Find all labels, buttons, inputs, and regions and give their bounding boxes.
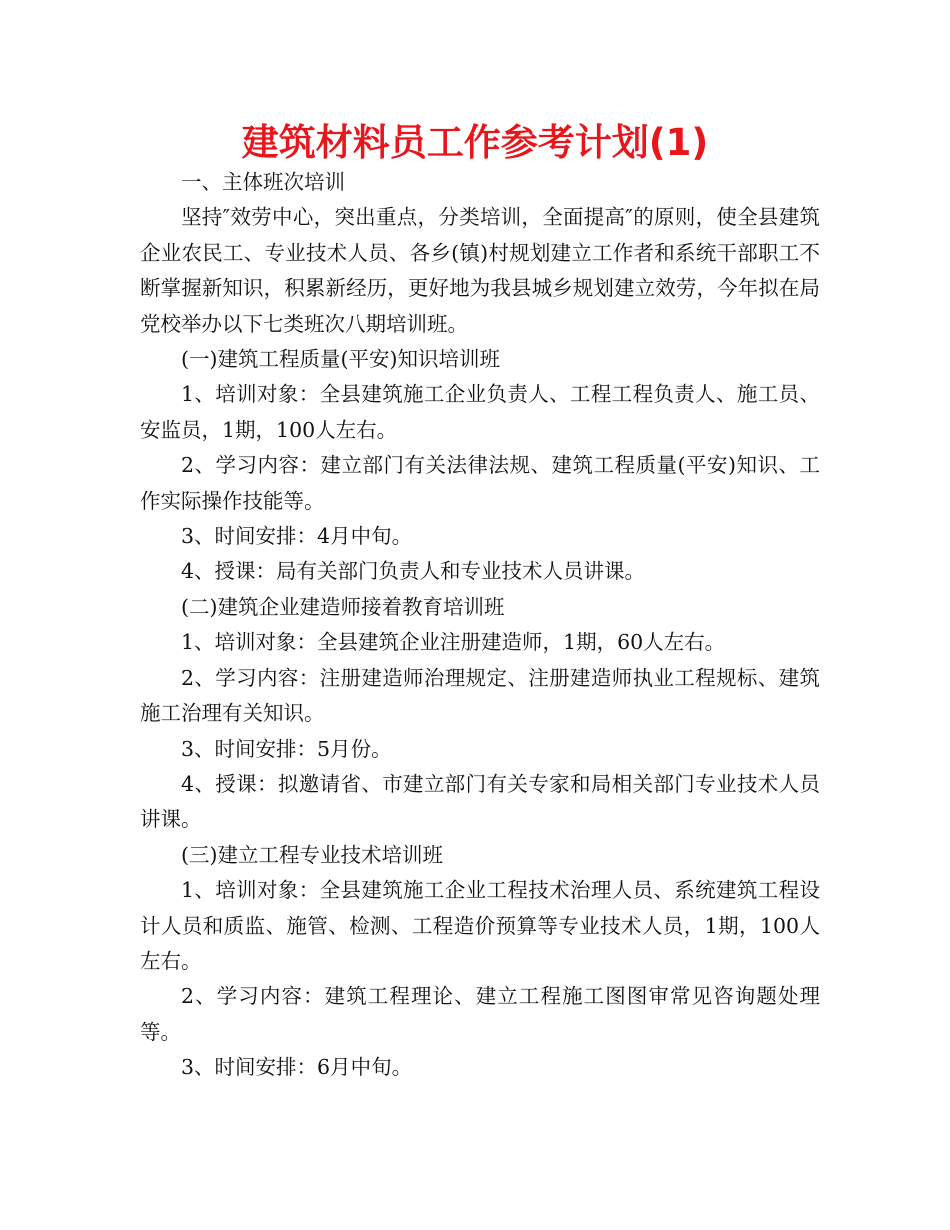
- list-item: 4、授课：局有关部门负责人和专业技术人员讲课。: [181, 559, 646, 584]
- list-item: 2、学习内容：注册建造师治理规定、注册建造师执业工程规标、建筑施工治理有关知识。: [140, 665, 820, 726]
- list-item: 1、培训对象：全县建筑企业注册建造师，1期，60人左右。: [181, 630, 726, 655]
- list-item: 1、培训对象：全县建筑施工企业负责人、工程工程负责人、施工员、安监员，1期，100人左右。: [140, 382, 820, 442]
- list-item: 4、授课：拟邀请省、市建立部门有关专家和局相关部门专业技术人员讲课。: [140, 771, 820, 832]
- list-item: 3、时间安排：5月份。: [181, 736, 392, 761]
- subsection-heading: (一)建筑工程质量(平安)知识培训班: [181, 347, 500, 372]
- list-item: 3、时间安排：6月中旬。: [181, 1055, 413, 1080]
- document-title: 建筑材料员工作参考计划(1): [241, 121, 709, 164]
- document-body: [140, 165, 820, 1086]
- section-heading: 一、主体班次培训: [181, 170, 345, 194]
- list-item: 2、学习内容：建立部门有关法律法规、建筑工程质量(平安)知识、工作实际操作技能等。: [140, 453, 820, 513]
- subsection-heading: (二)建筑企业建造师接着教育培训班: [181, 594, 505, 619]
- list-item: 1、培训对象：全县建筑施工企业工程技术治理人员、系统建筑工程设计人员和质监、施管、检测、工程造价预算等专业技术人员，1期，100人左右。: [140, 878, 820, 973]
- list-item: 3、时间安排：4月中旬。: [181, 524, 413, 549]
- list-item: 2、学习内容：建筑工程理论、建立工程施工图图审常见咨询题处理等。: [140, 984, 820, 1044]
- intro-paragraph: 坚持″效劳中心，突出重点，分类培训，全面提高″的原则，使全县建筑企业农民工、专业技术人员、各乡(镇)村规划建立工作者和系统干部职工不断掌握新知识，积累新经历，更好地为我县城乡规划建立效劳，今年拟在局党校举办以下七类班次八期培训班。: [140, 205, 820, 336]
- subsection-heading: (三)建立工程专业技术培训班: [181, 842, 443, 867]
